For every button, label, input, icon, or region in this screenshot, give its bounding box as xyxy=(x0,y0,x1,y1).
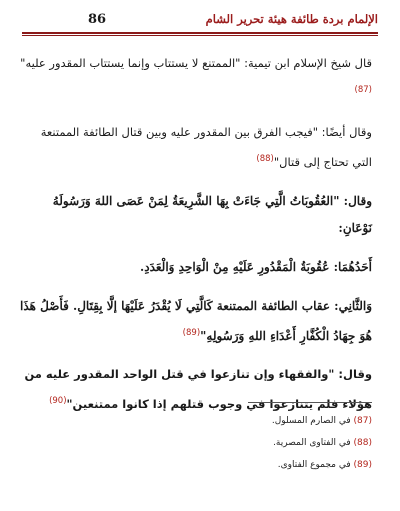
footnote-89 xyxy=(20,454,372,476)
footnote-number: (87) xyxy=(353,416,372,426)
footnote-87 xyxy=(20,410,372,432)
paragraph-1-text: قال شيخ الإسلام ابن تيمية: "الممتنع لا يستتاب وإنما يستتاب المقدور عليه" xyxy=(20,56,372,70)
footnote-number: (88) xyxy=(353,438,372,448)
paragraph-6-text: وقال: "والفقهاء وإن تنازعوا في قتل الواحد المقدور عليه من هؤلاء فلم يتنازعوا في وجوب قتلهم إذا كانوا ممتنعين" xyxy=(24,367,372,412)
footnote-number: (89) xyxy=(353,460,372,470)
footnote-separator xyxy=(248,402,372,403)
paragraph-2 xyxy=(18,119,372,176)
paragraph-1 xyxy=(18,50,372,107)
header-rule-thin xyxy=(22,35,378,36)
footnote-text: في الصارم المسلول. xyxy=(271,416,351,426)
footnote-ref-88[interactable]: (88) xyxy=(256,153,274,164)
footnote-ref-89[interactable]: (89) xyxy=(182,327,201,338)
footnote-text: في الفتاوى المصرية. xyxy=(273,438,351,448)
page-number: 86 xyxy=(88,11,107,27)
footnote-88 xyxy=(20,432,372,454)
paragraph-3-text: وقال: "العُقُوبَاتُ الَّتِي جَاءَتْ بِهَا الشَّرِيعَةُ لِمَنْ عَصَى اللهَ وَرَسُولَهُ نَوْعَانِ: xyxy=(52,193,372,235)
page-body xyxy=(18,40,372,430)
footnote-ref-87[interactable]: (87) xyxy=(354,85,372,95)
footnote-text: في مجموع الفتاوى. xyxy=(277,460,351,470)
footnotes xyxy=(20,410,372,476)
header-rule xyxy=(22,32,378,34)
paragraph-4 xyxy=(18,254,372,281)
paragraph-4-text: أَحَدُهُمَا: عُقُوبَةُ الْمَقْدُورِ عَلَيْهِ مِنْ الْوَاحِدِ وَالْعَدَدِ. xyxy=(140,259,372,274)
paragraph-2-text: وقال أيضًا: "فيجب الفرق بين المقدور عليه وبين قتال الطائفة الممتنعة التي تحتاج إلى قتال" xyxy=(40,124,372,169)
page-header xyxy=(16,6,384,32)
paragraph-5-text: وَالثَّانِي: عقاب الطائفة الممتنعة كَالَّتِي لَا يُقْدَرُ عَلَيْهَا إلَّا بِقِتَالِ. فَأَصْلُ هَذَا هُوَ جِهَادُ الْكُفَّارِ أَعْدَاءِ اللهِ وَرَسُولِهِ" xyxy=(20,298,372,343)
paragraph-5 xyxy=(18,293,372,350)
footnote-ref-90[interactable]: (90) xyxy=(49,396,67,407)
paragraph-3 xyxy=(18,188,372,242)
running-title: الإلمام بردة طائفة هيئة تحرير الشام xyxy=(205,12,378,26)
